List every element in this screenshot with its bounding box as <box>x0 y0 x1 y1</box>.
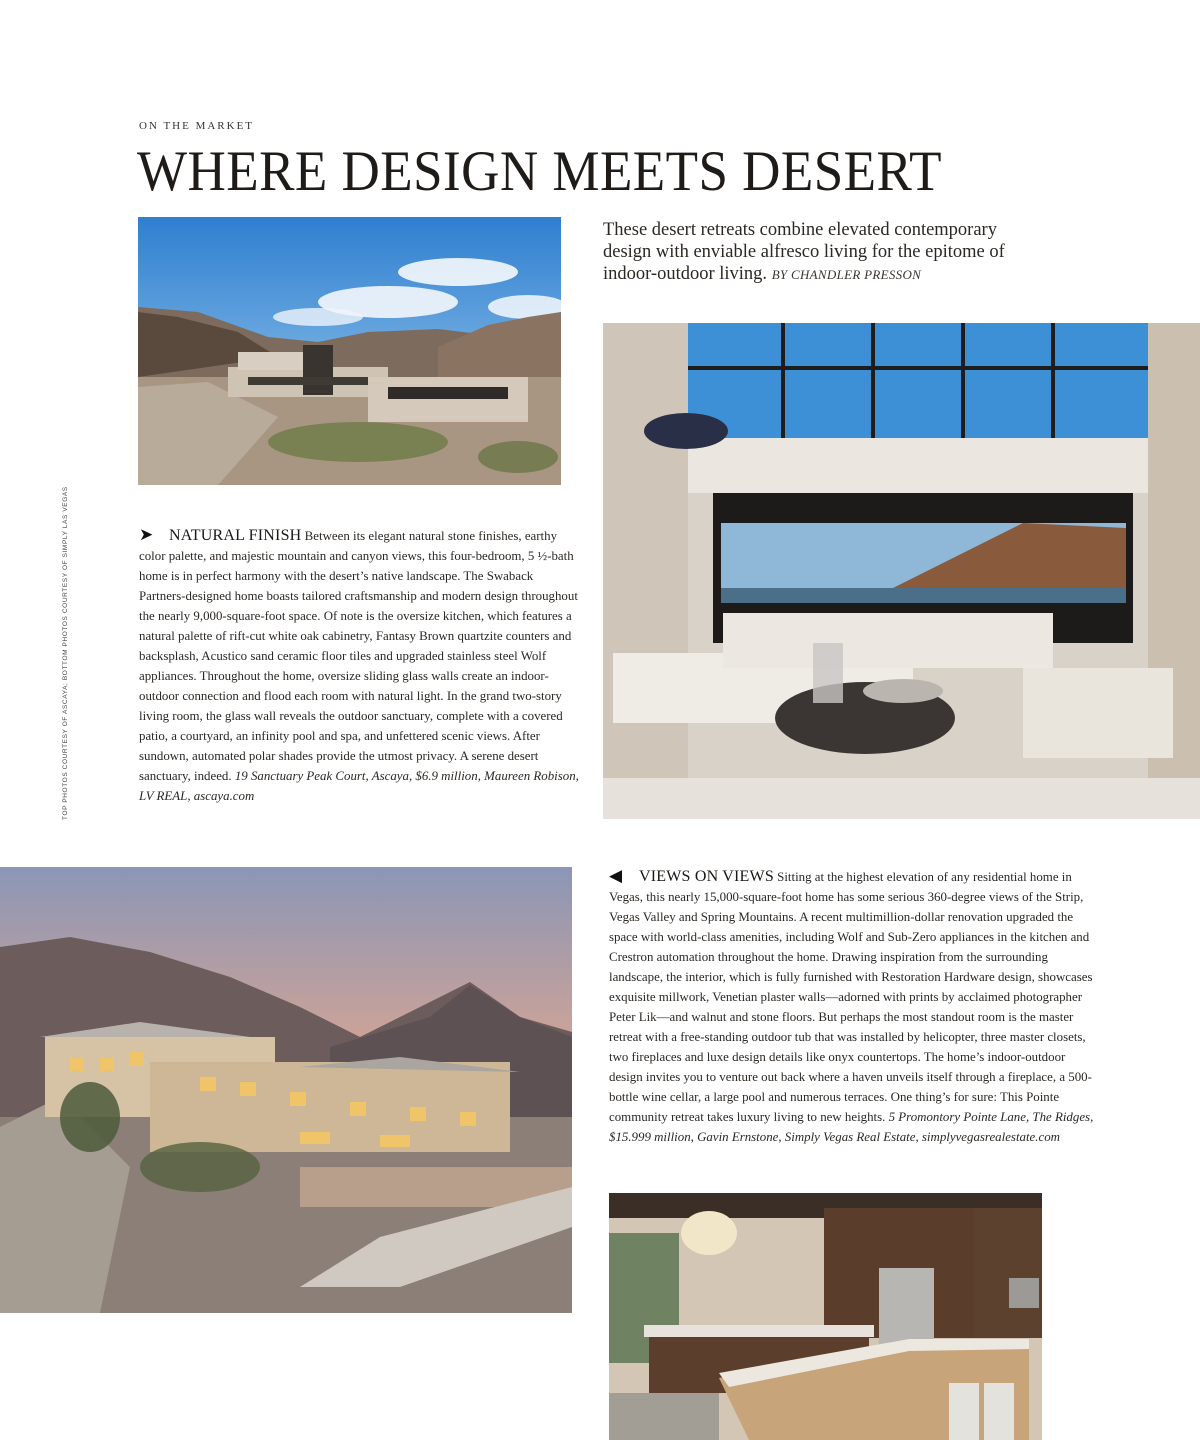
living-room-photo <box>603 323 1200 819</box>
listing-body: Sitting at the highest elevation of any residential home in Vegas, this nearly 15,000-square-foot home has some serious 360-degree views of the Strip, Vegas Valley and Spring Mountains. A recent multimillion-dollar renovation upgraded the space with world-class amenities, including Wolf and Sub-Zero appliances in the kitchen and Crestron automation throughout the home. Drawing inspiration from the surrounding landscape, the interior, which is fully furnished with Restoration Hardware design, showcases exquisite millwork, Venetian plaster walls—adorned with prints by acclaimed photographer Peter Lik—and walnut and stone floors. But perhaps the most standout room is the master retreat with a free-standing outdoor tub that was installed by helicopter, three master closets, two fireplaces and luxe design details like onyx countertops. The home’s indoor-outdoor design invites you to venture out back where a haven unveils itself through a fireplace, a 500-bottle wine cellar, a large pool and numerous terraces. One thing’s for sure: This Pointe community retreat takes luxury living to new heights. <box>609 870 1093 1124</box>
listing-details: 5 Promontory Pointe Lane, The Ridges, $15.999 million, Gavin Ernstone, Simply Vegas Real Estate, simplyvegasrealestate.com <box>609 1110 1094 1144</box>
photo-credit: TOP PHOTOS COURTESY OF ASCAYA; BOTTOM PHOTOS COURTESY OF SIMPLY LAS VEGAS <box>62 486 69 820</box>
listing-views-on-views <box>609 866 1099 1147</box>
article-dek <box>603 219 1023 286</box>
listing-heading: VIEWS ON VIEWS <box>639 868 774 885</box>
section-label: ON THE MARKET <box>139 120 255 132</box>
kitchen-photo <box>609 1193 1042 1440</box>
listing-heading: NATURAL FINISH <box>169 527 302 544</box>
desert-home-exterior-photo <box>138 217 561 485</box>
byline: BY CHANDLER PRESSON <box>771 267 922 282</box>
listing-details: 19 Sanctuary Peak Court, Ascaya, $6.9 million, Maureen Robison, LV REAL, ascaya.com <box>139 769 579 803</box>
listing-body: Between its elegant natural stone finishes, earthy color palette, and majestic mountain and canyon views, this four-bedroom, 5 ½-bath home is in perfect harmony with the desert’s native landscape. The Swaback Partners-designed home boasts tailored craftsmanship and modern design throughout the nearly 9,000-square-foot space. Of note is the oversize kitchen, which features a natural palette of rift-cut white oak cabinetry, Fantasy Brown quartzite counters and backsplash, Acustico sand ceramic floor tiles and upgraded stainless steel Wolf appliances. Throughout the home, oversize sliding glass walls create an indoor-outdoor connection and flood each room with natural light. In the grand two-story living room, the glass wall reveals the outdoor sanctuary, complete with a covered patio, a courtyard, an infinity pool and spa, and unfettered scenic views. After sundown, automated polar shades provide the utmost privacy. A serene desert sanctuary, indeed. <box>139 529 578 783</box>
arrow-right-icon: ➤ <box>139 525 154 545</box>
dek-text: These desert retreats combine elevated contemporary design with enviable alfresco living for the epitome of indoor-outdoor living. <box>603 220 1005 284</box>
page-headline: WHERE DESIGN MEETS DESERT <box>137 140 943 203</box>
hillside-estate-photo <box>0 867 572 1313</box>
arrow-left-icon: ◀ <box>609 866 623 886</box>
listing-natural-finish <box>139 525 579 806</box>
